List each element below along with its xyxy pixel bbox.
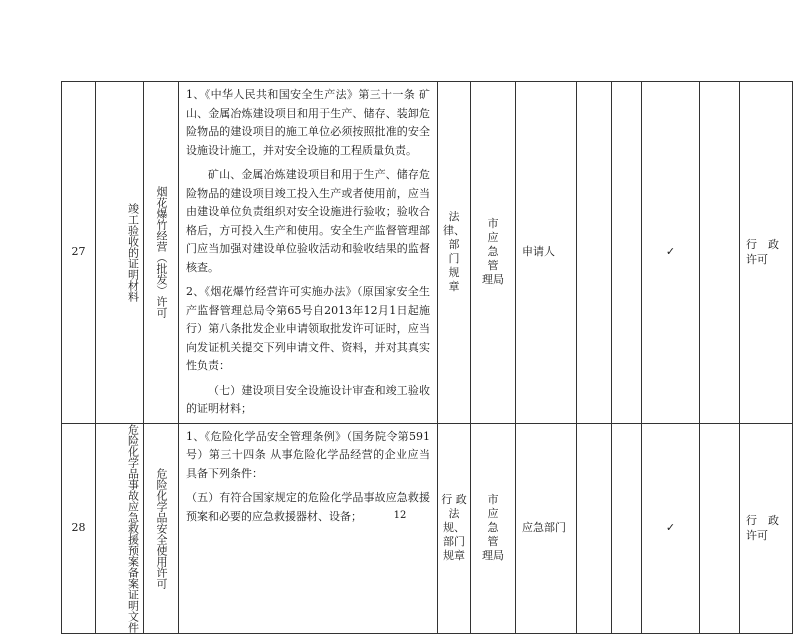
category-cell bbox=[740, 423, 793, 633]
legal-basis-paragraph: 矿山、金属冶炼建设项目和用于生产、储存危险物品的建设项目竣工投入生产或者使用前，应当由建设单位负责组织对安全设施进行验收；验收合格后，方可投入生产和使用。安全生产监督管理部门应当加强对建设单位验收活动和验收结果的监督核查。 bbox=[186, 168, 430, 274]
department-text: 急 bbox=[487, 521, 499, 534]
category-text: 行 政 bbox=[746, 514, 779, 527]
material-name-cell bbox=[96, 423, 144, 633]
basis-type-cell bbox=[438, 423, 471, 633]
department-text: 管 bbox=[487, 535, 499, 548]
permit-materials-table bbox=[61, 81, 793, 634]
basis-type-text: 规章 bbox=[443, 549, 465, 562]
category-text: 许可 bbox=[746, 529, 768, 542]
basis-type-text: 门 bbox=[448, 252, 460, 266]
category-text: 许可 bbox=[746, 253, 768, 267]
basis-type-text: 章 bbox=[448, 280, 460, 294]
permit-item: 烟花爆竹经营（批发）许可 bbox=[155, 186, 168, 319]
department-text: 市 bbox=[487, 217, 499, 231]
basis-type-text: 部 bbox=[448, 238, 460, 252]
check-mark: ✓ bbox=[642, 423, 700, 633]
material-name-cell bbox=[96, 82, 144, 424]
row-number: 28 bbox=[62, 423, 96, 633]
department-text: 应 bbox=[487, 507, 499, 520]
department-text: 应 bbox=[487, 231, 499, 245]
empty-cell bbox=[700, 82, 740, 424]
table-row bbox=[62, 82, 793, 424]
basis-type-text: 行 政 bbox=[441, 493, 467, 506]
department-text: 理局 bbox=[482, 549, 504, 562]
department-text: 急 bbox=[487, 245, 499, 259]
permit-item: 危险化学品安全使用许可 bbox=[155, 467, 168, 589]
legal-basis-paragraph: （五）有符合国家规定的危险化学品事故应急救援预案和必要的应急救援器材、设备； bbox=[186, 491, 430, 523]
permit-item-cell bbox=[144, 423, 179, 633]
legal-basis-cell bbox=[179, 82, 438, 424]
row-number: 27 bbox=[62, 82, 96, 424]
basis-type-text: 法规、 bbox=[443, 507, 465, 534]
check-mark: ✓ bbox=[642, 82, 700, 424]
empty-cell bbox=[700, 423, 740, 633]
empty-cell bbox=[612, 423, 642, 633]
category-cell bbox=[740, 82, 793, 424]
empty-cell bbox=[577, 82, 612, 424]
page-number: 12 bbox=[393, 510, 407, 521]
legal-basis-paragraph: 1、《中华人民共和国安全生产法》第三十一条 矿山、金属冶炼建设项目和用于生产、储存、装卸危险物品的建设项目的施工单位必须按照批准的安全设施设计施工，并对安全设施的工程质量负责。 bbox=[186, 88, 430, 157]
empty-cell bbox=[612, 82, 642, 424]
provider-cell: 申请人 bbox=[516, 82, 577, 424]
department-text: 市 bbox=[487, 493, 499, 506]
department-cell bbox=[471, 82, 516, 424]
table-row bbox=[62, 423, 793, 633]
legal-basis-paragraph: 2、《烟花爆竹经营许可实施办法》（原国家安全生产监督管理总局令第65号自2013年12月1日起施行）第八条批发企业申请领取批发许可证时，应当向发证机关提交下列申请文件、资料，并对其真实性负责： bbox=[186, 285, 430, 372]
basis-type-cell bbox=[438, 82, 471, 424]
department-text: 管 bbox=[487, 259, 499, 273]
permit-item-cell bbox=[144, 82, 179, 424]
legal-basis-cell bbox=[179, 423, 438, 633]
basis-type-text: 部门 bbox=[443, 535, 465, 548]
department-cell bbox=[471, 423, 516, 633]
basis-type-text: 规 bbox=[448, 266, 460, 280]
material-name: 危险化学品事故应急救援预案备案证明文件 bbox=[126, 423, 140, 633]
basis-type-text: 律、 bbox=[443, 224, 465, 238]
basis-type-text: 法 bbox=[448, 210, 460, 224]
provider-cell: 应急部门 bbox=[516, 423, 577, 633]
legal-basis-paragraph: 1、《危险化学品安全管理条例》（国务院令第591号）第三十四条 从事危险化学品经营的企业应当具备下列条件： bbox=[186, 429, 430, 480]
material-name: 竣工验收的证明材料 bbox=[126, 202, 140, 302]
department-text: 理局 bbox=[482, 273, 504, 287]
category-text: 行 政 bbox=[746, 238, 779, 252]
legal-basis-paragraph: （七）建设项目安全设施设计审查和竣工验收的证明材料； bbox=[186, 383, 430, 415]
empty-cell bbox=[577, 423, 612, 633]
